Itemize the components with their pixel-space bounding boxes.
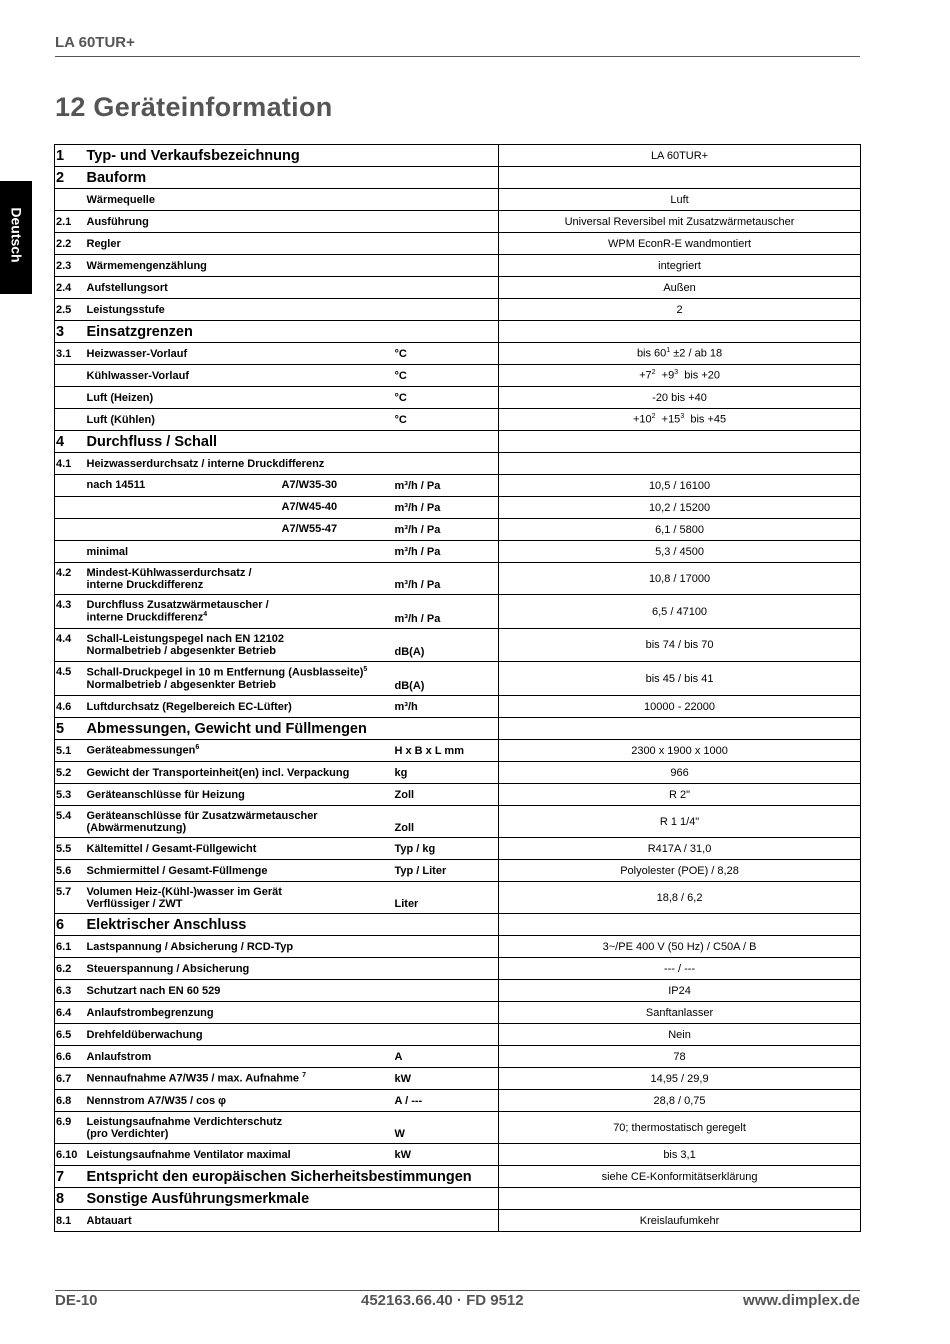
table-row <box>55 233 861 255</box>
section-row <box>55 1166 861 1188</box>
row-value: R 2" <box>499 784 861 806</box>
label-line: Geräteanschlüsse für Zusatzwärmetauscher <box>86 810 318 822</box>
row-label: Aufstellungsort <box>87 277 395 299</box>
row-label <box>87 595 395 629</box>
footnote-ref: 7 <box>302 1072 306 1080</box>
row-number <box>55 409 87 431</box>
label-text: Nennaufnahme A7/W35 / max. Aufnahme <box>86 1072 303 1085</box>
table-row <box>55 860 861 882</box>
row-number: 2.4 <box>55 277 87 299</box>
row-value: --- / --- <box>499 958 861 980</box>
row-number: 6.7 <box>55 1068 87 1090</box>
row-label: Leistungsaufnahme Ventilator maximal <box>87 1144 395 1166</box>
row-label: Abtauart <box>87 1210 395 1232</box>
row-label: Lastspannung / Absicherung / RCD-Typ <box>87 936 395 958</box>
row-unit <box>395 1002 499 1024</box>
row-value: Universal Reversibel mit Zusatzwärmetauscher <box>499 211 861 233</box>
label-text: Geräteabmessungen <box>86 744 196 757</box>
row-number: 2.2 <box>55 233 87 255</box>
row-value <box>499 409 861 431</box>
row-value: IP24 <box>499 980 861 1002</box>
table-row <box>55 453 861 475</box>
row-value: 10,8 / 17000 <box>499 563 861 595</box>
row-number: 6.3 <box>55 980 87 1002</box>
row-value: Polyolester (POE) / 8,28 <box>499 860 861 882</box>
row-label: Schmiermittel / Gesamt-Füllmenge <box>87 860 395 882</box>
row-value <box>499 365 861 387</box>
device-info-table <box>54 144 861 1232</box>
row-number: 4.4 <box>55 629 87 662</box>
row-unit <box>395 233 499 255</box>
value-part: bis 60 <box>636 347 667 360</box>
section-value <box>499 1188 861 1210</box>
row-label: Leistungsstufe <box>87 299 395 321</box>
row-value: 2 <box>499 299 861 321</box>
table-row <box>55 1144 861 1166</box>
row-label: Luft (Kühlen) <box>87 409 395 431</box>
row-unit: Zoll <box>395 806 499 838</box>
table-row <box>55 1024 861 1046</box>
footnote-ref: 2 <box>651 369 656 377</box>
section-row <box>55 718 861 740</box>
table-row <box>55 980 861 1002</box>
row-unit <box>395 255 499 277</box>
row-unit: °C <box>395 343 499 365</box>
row-label: Luftdurchsatz (Regelbereich EC-Lüfter) <box>87 696 395 718</box>
row-number: 6.9 <box>55 1112 87 1144</box>
row-unit: m³/h / Pa <box>395 563 499 595</box>
table-row <box>55 936 861 958</box>
table-row <box>55 519 861 541</box>
value-part: +7 <box>639 369 652 382</box>
table-row <box>55 740 861 762</box>
page-title: 12 Geräteinformation <box>55 92 333 122</box>
table-row <box>55 541 861 563</box>
row-label: Schutzart nach EN 60 529 <box>87 980 395 1002</box>
label-line: (Abwärmenutzung) <box>86 822 187 834</box>
row-label: nach 14511 <box>87 475 282 497</box>
row-label <box>87 1068 395 1090</box>
row-label: Luft (Heizen) <box>87 387 395 409</box>
footer-rule <box>55 1290 860 1291</box>
row-number: 6.5 <box>55 1024 87 1046</box>
row-unit: W <box>395 1112 499 1144</box>
row-unit: Liter <box>395 882 499 914</box>
section-value <box>499 431 861 453</box>
row-label <box>87 662 395 696</box>
section-value: LA 60TUR+ <box>499 145 861 167</box>
section-number: 3 <box>55 321 87 343</box>
table-row <box>55 563 861 595</box>
row-number: 6.1 <box>55 936 87 958</box>
row-unit: dB(A) <box>395 662 499 696</box>
row-unit <box>395 299 499 321</box>
row-number <box>55 519 87 541</box>
row-label: Gewicht der Transporteinheit(en) incl. Verpackung <box>87 762 395 784</box>
row-value: 10,5 / 16100 <box>499 475 861 497</box>
label-line: interne Druckdifferenz <box>86 579 204 591</box>
row-label <box>87 740 395 762</box>
footer-document-number: 452163.66.40 · FD 9512 <box>361 1292 524 1309</box>
row-value: Außen <box>499 277 861 299</box>
table-row <box>55 784 861 806</box>
table-row <box>55 189 861 211</box>
label-line: (pro Verdichter) <box>86 1128 169 1140</box>
section-title: Typ- und Verkaufsbezeichnung <box>87 145 499 167</box>
row-unit: H x B x L mm <box>395 740 499 762</box>
table-row <box>55 958 861 980</box>
row-unit: m³/h / Pa <box>395 497 499 519</box>
row-unit: m³/h <box>395 696 499 718</box>
row-number: 4.1 <box>55 453 87 475</box>
label-line: Verflüssiger / ZWT <box>86 898 183 910</box>
row-label: Anlaufstrombegrenzung <box>87 1002 395 1024</box>
row-value: 6,1 / 5800 <box>499 519 861 541</box>
table-row <box>55 838 861 860</box>
row-number: 6.4 <box>55 1002 87 1024</box>
section-number: 1 <box>55 145 87 167</box>
row-unit: kW <box>395 1144 499 1166</box>
row-unit <box>395 277 499 299</box>
table-row <box>55 387 861 409</box>
row-label <box>87 563 395 595</box>
footnote-ref: 3 <box>674 369 679 377</box>
row-number <box>55 497 87 519</box>
label-text: Schall-Druckpegel in 10 m Entfernung (Ausblasseite) <box>86 666 364 679</box>
table-row <box>55 365 861 387</box>
row-label: Heizwasserdurchsatz / interne Druckdifferenz <box>87 453 499 475</box>
row-value: 5,3 / 4500 <box>499 541 861 563</box>
section-title: Abmessungen, Gewicht und Füllmengen <box>87 718 499 740</box>
section-number: 4 <box>55 431 87 453</box>
section-title: Elektrischer Anschluss <box>87 914 499 936</box>
row-number: 4.5 <box>55 662 87 696</box>
label-line: Durchfluss Zusatzwärmetauscher / <box>86 599 269 611</box>
row-unit: A <box>395 1046 499 1068</box>
row-label: Geräteanschlüsse für Heizung <box>87 784 395 806</box>
row-label <box>87 519 282 541</box>
row-label: Kältemittel / Gesamt-Füllgewicht <box>87 838 395 860</box>
row-value: R417A / 31,0 <box>499 838 861 860</box>
table-row <box>55 762 861 784</box>
row-label: Kühlwasser-Vorlauf <box>87 365 395 387</box>
row-label: Regler <box>87 233 395 255</box>
value-part: bis +20 <box>678 369 720 382</box>
row-unit <box>395 1210 499 1232</box>
row-unit <box>395 1024 499 1046</box>
row-value: 6,5 / 47100 <box>499 595 861 629</box>
row-value: WPM EconR-E wandmontiert <box>499 233 861 255</box>
row-value: -20 bis +40 <box>499 387 861 409</box>
row-number: 8.1 <box>55 1210 87 1232</box>
table-row <box>55 1090 861 1112</box>
table-row <box>55 1068 861 1090</box>
footnote-ref: 2 <box>651 413 656 421</box>
row-value: 28,8 / 0,75 <box>499 1090 861 1112</box>
row-unit: °C <box>395 365 499 387</box>
row-label: Wärmequelle <box>87 189 395 211</box>
label-line <box>87 611 395 624</box>
section-value <box>499 167 861 189</box>
row-value: Sanftanlasser <box>499 1002 861 1024</box>
section-title: Einsatzgrenzen <box>87 321 499 343</box>
section-number: 5 <box>55 718 87 740</box>
footnote-ref: 4 <box>203 611 208 618</box>
row-label <box>87 497 282 519</box>
section-value <box>499 914 861 936</box>
value-part: bis +45 <box>684 413 727 426</box>
row-number: 2.1 <box>55 211 87 233</box>
section-row <box>55 167 861 189</box>
row-number: 4.3 <box>55 595 87 629</box>
row-value: bis 74 / bis 70 <box>499 629 861 662</box>
table-row <box>55 255 861 277</box>
row-unit: m³/h / Pa <box>395 475 499 497</box>
table-row <box>55 629 861 662</box>
section-value: siehe CE-Konformitätserklärung <box>499 1166 861 1188</box>
row-unit <box>395 980 499 1002</box>
section-number: 6 <box>55 914 87 936</box>
row-value: 10000 - 22000 <box>499 696 861 718</box>
row-unit: Zoll <box>395 784 499 806</box>
row-number: 2.5 <box>55 299 87 321</box>
row-value: R 1 1/4" <box>499 806 861 838</box>
row-label: Heizwasser-Vorlauf <box>87 343 395 365</box>
section-value <box>499 718 861 740</box>
section-number: 2 <box>55 167 87 189</box>
footnote-ref: 3 <box>680 413 685 421</box>
row-number: 2.3 <box>55 255 87 277</box>
section-title: Entspricht den europäischen Sicherheitsbestimmungen <box>87 1166 499 1188</box>
row-value: 10,2 / 15200 <box>499 497 861 519</box>
row-unit <box>395 211 499 233</box>
table-row <box>55 696 861 718</box>
row-number <box>55 189 87 211</box>
row-number: 6.8 <box>55 1090 87 1112</box>
row-value: integriert <box>499 255 861 277</box>
row-label <box>87 1112 395 1144</box>
row-number: 6.10 <box>55 1144 87 1166</box>
table-row <box>55 1046 861 1068</box>
table-row <box>55 1002 861 1024</box>
label-line: Normalbetrieb / abgesenkter Betrieb <box>86 678 277 691</box>
section-value <box>499 321 861 343</box>
row-value: 3~/PE 400 V (50 Hz) / C50A / B <box>499 936 861 958</box>
row-unit: dB(A) <box>395 629 499 662</box>
row-label <box>87 882 395 914</box>
row-unit: °C <box>395 387 499 409</box>
row-label: Wärmemengenzählung <box>87 255 395 277</box>
section-number: 7 <box>55 1166 87 1188</box>
row-unit: m³/h / Pa <box>395 519 499 541</box>
row-label: Ausführung <box>87 211 395 233</box>
row-unit <box>395 189 499 211</box>
table-row <box>55 497 861 519</box>
section-row <box>55 914 861 936</box>
table-row <box>55 299 861 321</box>
row-value: bis 45 / bis 41 <box>499 662 861 696</box>
row-value: 14,95 / 29,9 <box>499 1068 861 1090</box>
value-part: +10 <box>632 413 652 426</box>
row-condition: A7/W55-47 <box>282 519 395 541</box>
row-unit: m³/h / Pa <box>395 541 499 563</box>
section-row <box>55 145 861 167</box>
row-unit <box>395 958 499 980</box>
row-value: 70; thermostatisch geregelt <box>499 1112 861 1144</box>
table-row <box>55 409 861 431</box>
row-value: 78 <box>499 1046 861 1068</box>
row-number: 5.4 <box>55 806 87 838</box>
row-label: Steuerspannung / Absicherung <box>87 958 395 980</box>
label-text: interne Druckdifferenz <box>86 611 204 624</box>
row-number: 4.2 <box>55 563 87 595</box>
row-number <box>55 365 87 387</box>
row-number <box>55 387 87 409</box>
label-line <box>87 666 395 679</box>
row-label: Nennstrom A7/W35 / cos φ <box>87 1090 395 1112</box>
row-label: Drehfeldüberwachung <box>87 1024 395 1046</box>
label-line: Volumen Heiz-(Kühl-)wasser im Gerät <box>86 886 282 898</box>
row-number: 5.3 <box>55 784 87 806</box>
row-value: 18,8 / 6,2 <box>499 882 861 914</box>
section-row <box>55 1188 861 1210</box>
table-row <box>55 475 861 497</box>
row-unit: kg <box>395 762 499 784</box>
row-value: Kreislaufumkehr <box>499 1210 861 1232</box>
row-value: 2300 x 1900 x 1000 <box>499 740 861 762</box>
row-number: 5.2 <box>55 762 87 784</box>
row-number: 6.2 <box>55 958 87 980</box>
label-line: Leistungsaufnahme Verdichterschutz <box>86 1116 283 1128</box>
value-part: +15 <box>655 413 681 426</box>
value-part: ±2 / ab 18 <box>670 347 723 360</box>
table-row <box>55 662 861 696</box>
section-row <box>55 321 861 343</box>
row-number: 5.5 <box>55 838 87 860</box>
footer-website: www.dimplex.de <box>743 1292 860 1309</box>
row-value <box>499 343 861 365</box>
row-unit <box>395 936 499 958</box>
row-number: 5.6 <box>55 860 87 882</box>
row-label: minimal <box>87 541 395 563</box>
row-number <box>55 475 87 497</box>
footnote-ref: 5 <box>363 666 368 673</box>
section-title: Durchfluss / Schall <box>87 431 499 453</box>
footer-page-number: DE-10 <box>55 1292 98 1309</box>
table-row <box>55 1112 861 1144</box>
table-row <box>55 343 861 365</box>
section-number: 8 <box>55 1188 87 1210</box>
row-unit: A / --- <box>395 1090 499 1112</box>
row-value: 966 <box>499 762 861 784</box>
row-unit: m³/h / Pa <box>395 595 499 629</box>
row-number: 6.6 <box>55 1046 87 1068</box>
row-condition: A7/W35-30 <box>282 475 395 497</box>
language-side-tab <box>0 181 32 294</box>
row-number: 4.6 <box>55 696 87 718</box>
row-number: 3.1 <box>55 343 87 365</box>
row-value: bis 3,1 <box>499 1144 861 1166</box>
side-tab-label: Deutsch <box>8 207 25 263</box>
row-value: Luft <box>499 189 861 211</box>
row-label <box>87 806 395 838</box>
row-number: 5.7 <box>55 882 87 914</box>
section-title: Bauform <box>87 167 499 189</box>
table-row <box>55 595 861 629</box>
table-row <box>55 1210 861 1232</box>
table-row <box>55 806 861 838</box>
footnote-ref: 6 <box>195 744 200 752</box>
row-unit: Typ / Liter <box>395 860 499 882</box>
row-value <box>499 453 861 475</box>
header-rule <box>55 56 860 57</box>
row-unit: Typ / kg <box>395 838 499 860</box>
value-part: +9 <box>655 369 675 382</box>
row-condition: A7/W45-40 <box>282 497 395 519</box>
row-number: 5.1 <box>55 740 87 762</box>
table-row <box>55 211 861 233</box>
table-row <box>55 277 861 299</box>
row-unit: °C <box>395 409 499 431</box>
row-number <box>55 541 87 563</box>
header-model: LA 60TUR+ <box>55 34 135 51</box>
section-row <box>55 431 861 453</box>
label-line: Normalbetrieb / abgesenkter Betrieb <box>86 645 277 657</box>
table-row <box>55 882 861 914</box>
label-line: Schall-Leistungspegel nach EN 12102 <box>86 633 284 645</box>
row-label: Anlaufstrom <box>87 1046 395 1068</box>
row-unit: kW <box>395 1068 499 1090</box>
row-label <box>87 629 395 662</box>
section-title: Sonstige Ausführungsmerkmale <box>87 1188 499 1210</box>
label-line: Mindest-Kühlwasserdurchsatz / <box>86 567 252 579</box>
row-value: Nein <box>499 1024 861 1046</box>
footnote-ref: 1 <box>666 347 671 355</box>
